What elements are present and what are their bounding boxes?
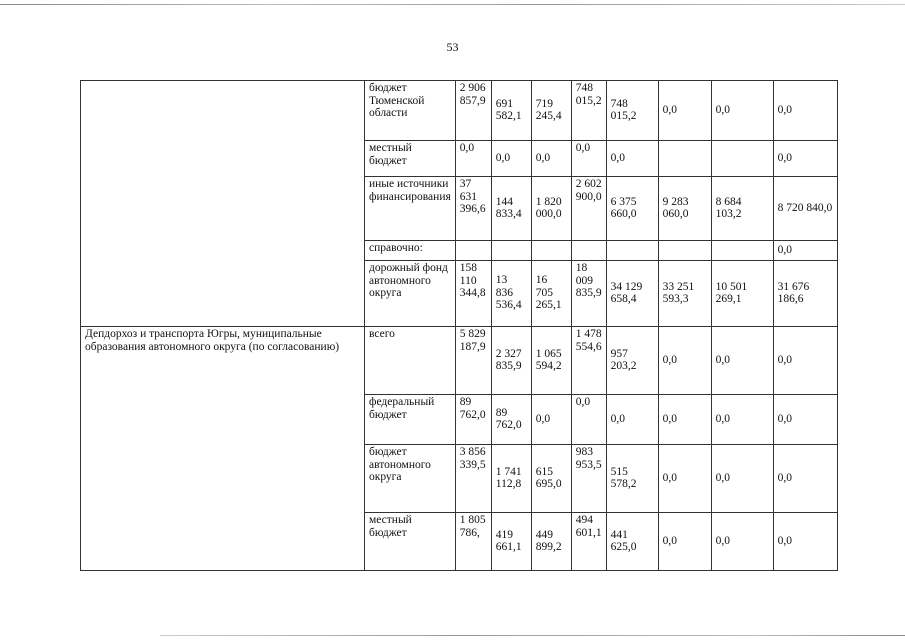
funding-source-cell: бюджет автономного округа: [365, 445, 456, 513]
value-cell: 719 245,4: [531, 81, 571, 141]
value-cell: 0,0: [711, 395, 773, 445]
value-cell: 10 501 269,1: [711, 261, 773, 327]
value-cell: [455, 241, 491, 261]
value-cell: 449 899,2: [531, 513, 571, 571]
value-cell: 89 762,0: [491, 395, 531, 445]
value-cell: 1 065 594,2: [531, 327, 571, 395]
funding-source-cell: федеральный бюджет: [365, 395, 456, 445]
value-cell: 494 601,1: [571, 513, 606, 571]
value-cell: 0,0: [606, 141, 658, 177]
funding-source-cell: всего: [365, 327, 456, 395]
page-number: 53: [446, 40, 459, 54]
value-cell: [711, 241, 773, 261]
value-cell: 419 661,1: [491, 513, 531, 571]
value-cell: 1 478 554,6: [571, 327, 606, 395]
funding-source-cell: иные источники финансирования: [365, 177, 456, 241]
value-cell: [606, 241, 658, 261]
value-cell: 0,0: [773, 327, 837, 395]
funding-source-cell: дорожный фонд автономного округа: [365, 261, 456, 327]
value-cell: 0,0: [773, 445, 837, 513]
value-cell: 13 836 536,4: [491, 261, 531, 327]
value-cell: 3 856 339,5: [455, 445, 491, 513]
value-cell: 0,0: [773, 81, 837, 141]
value-cell: 31 676 186,6: [773, 261, 837, 327]
value-cell: 158 110 344,8: [455, 261, 491, 327]
value-cell: 0,0: [606, 395, 658, 445]
value-cell: 0,0: [711, 445, 773, 513]
value-cell: 8 684 103,2: [711, 177, 773, 241]
value-cell: 33 251 593,3: [658, 261, 711, 327]
value-cell: [571, 241, 606, 261]
value-cell: 0,0: [658, 445, 711, 513]
value-cell: 1 741 112,8: [491, 445, 531, 513]
value-cell: 0,0: [491, 141, 531, 177]
value-cell: 0,0: [711, 327, 773, 395]
value-cell: [658, 141, 711, 177]
responsible-cell: Депдорхоз и транспорта Югры, муниципальные образования автономного округа (по согласованию): [81, 327, 365, 571]
responsible-cell: [81, 81, 365, 327]
value-cell: 16 705 265,1: [531, 261, 571, 327]
value-cell: 748 015,2: [571, 81, 606, 141]
scan-top-edge: [0, 4, 905, 5]
value-cell: 615 695,0: [531, 445, 571, 513]
value-cell: 0,0: [531, 141, 571, 177]
value-cell: 9 283 060,0: [658, 177, 711, 241]
value-cell: 1 820 000,0: [531, 177, 571, 241]
value-cell: [658, 241, 711, 261]
value-cell: 983 953,5: [571, 445, 606, 513]
funding-source-cell: местный бюджет: [365, 513, 456, 571]
value-cell: 0,0: [571, 395, 606, 445]
value-cell: 5 829 187,9: [455, 327, 491, 395]
value-cell: 0,0: [571, 141, 606, 177]
value-cell: 37 631 396,6: [455, 177, 491, 241]
value-cell: 0,0: [658, 81, 711, 141]
budget-table: [80, 80, 838, 571]
value-cell: [531, 241, 571, 261]
funding-source-cell: справочно:: [365, 241, 456, 261]
value-cell: 0,0: [658, 513, 711, 571]
value-cell: 748 015,2: [606, 81, 658, 141]
value-cell: 0,0: [658, 395, 711, 445]
value-cell: 0,0: [455, 141, 491, 177]
value-cell: 0,0: [711, 513, 773, 571]
value-cell: 0,0: [773, 395, 837, 445]
value-cell: 0,0: [773, 513, 837, 571]
value-cell: 0,0: [773, 141, 837, 177]
scan-bottom-edge: [160, 635, 905, 636]
value-cell: 0,0: [711, 81, 773, 141]
value-cell: 0,0: [531, 395, 571, 445]
value-cell: 2 327 835,9: [491, 327, 531, 395]
value-cell: 441 625,0: [606, 513, 658, 571]
value-cell: 0,0: [773, 241, 837, 261]
table-row: [81, 327, 838, 395]
value-cell: 89 762,0: [455, 395, 491, 445]
value-cell: 1 805 786,: [455, 513, 491, 571]
value-cell: 6 375 660,0: [606, 177, 658, 241]
value-cell: 8 720 840,0: [773, 177, 837, 241]
value-cell: [711, 141, 773, 177]
funding-source-cell: бюджет Тюменской области: [365, 81, 456, 141]
value-cell: 2 602 900,0: [571, 177, 606, 241]
table-row: [81, 81, 838, 141]
value-cell: 691 582,1: [491, 81, 531, 141]
value-cell: 0,0: [658, 327, 711, 395]
value-cell: 18 009 835,9: [571, 261, 606, 327]
value-cell: 957 203,2: [606, 327, 658, 395]
value-cell: 515 578,2: [606, 445, 658, 513]
value-cell: 34 129 658,4: [606, 261, 658, 327]
value-cell: 144 833,4: [491, 177, 531, 241]
value-cell: 2 906 857,9: [455, 81, 491, 141]
funding-source-cell: местный бюджет: [365, 141, 456, 177]
value-cell: [491, 241, 531, 261]
